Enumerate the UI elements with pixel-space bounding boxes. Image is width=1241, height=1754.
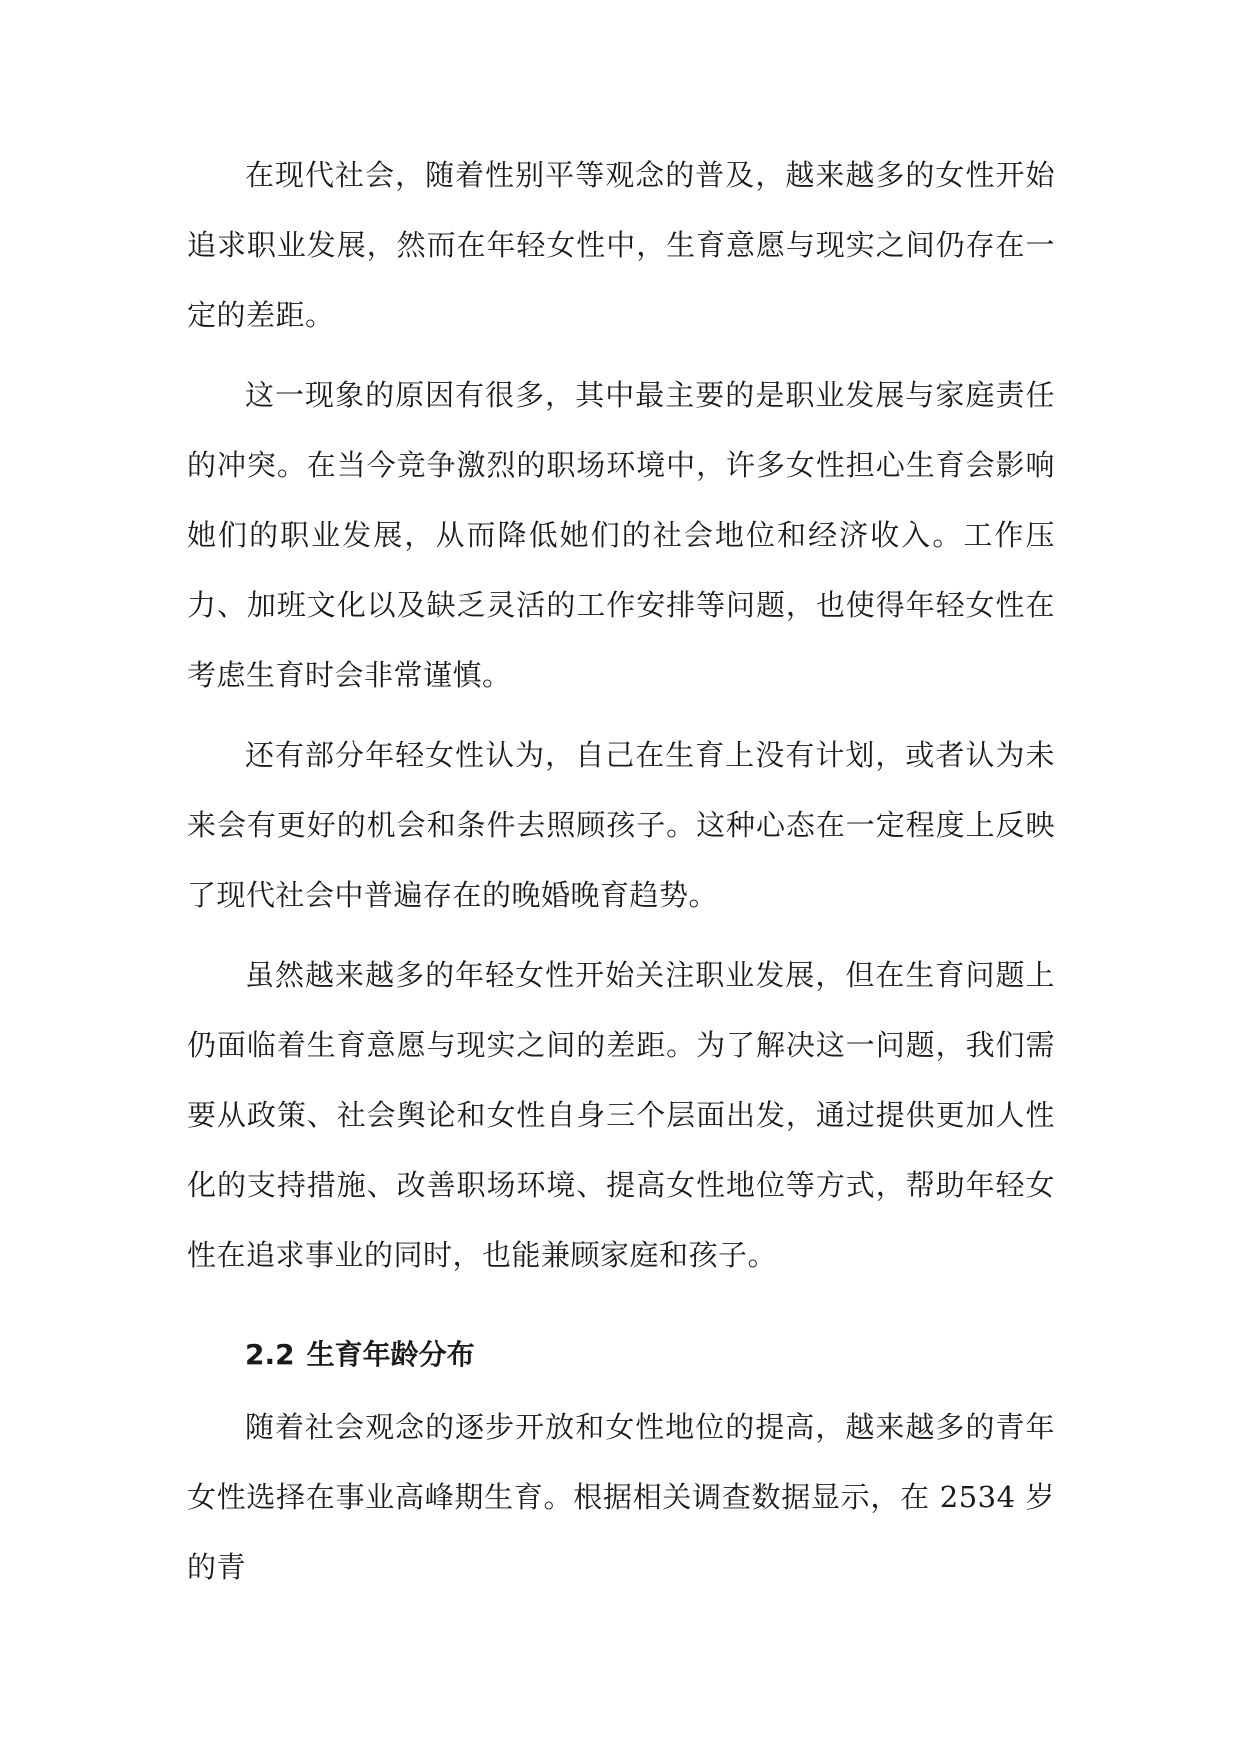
- section-title: 生育年龄分布: [306, 1338, 475, 1371]
- paragraph: 这一现象的原因有很多，其中最主要的是职业发展与家庭责任的冲突。在当今竞争激烈的职场环境中，许多女性担心生育会影响她们的职业发展，从而降低她们的社会地位和经济收入。工作压力、加班文化以及缺乏灵活的工作安排等问题，也使得年轻女性在考虑生育时会非常谨慎。: [187, 378, 1055, 692]
- paragraph: 还有部分年轻女性认为，自己在生育上没有计划，或者认为未来会有更好的机会和条件去照顾孩子。这种心态在一定程度上反映了现代社会中普遍存在的晚婚晚育趋势。: [187, 738, 1055, 912]
- paragraph: 虽然越来越多的年轻女性开始关注职业发展，但在生育问题上仍面临着生育意愿与现实之间的差距。为了解决这一问题，我们需要从政策、社会舆论和女性自身三个层面出发，通过提供更加人性化的支持措施、改善职场环境、提高女性地位等方式，帮助年轻女性在追求事业的同时，也能兼顾家庭和孩子。: [187, 958, 1055, 1272]
- section-heading: [187, 1320, 1055, 1390]
- paragraph: 随着社会观念的逐步开放和女性地位的提高，越来越多的青年女性选择在事业高峰期生育。根据相关调查数据显示，在 2534 岁的青: [187, 1410, 1055, 1584]
- document-body: [187, 140, 1055, 1602]
- section-number: 2.2: [245, 1338, 295, 1371]
- paragraph: 在现代社会，随着性别平等观念的普及，越来越多的女性开始追求职业发展，然而在年轻女性中，生育意愿与现实之间仍存在一定的差距。: [187, 158, 1055, 332]
